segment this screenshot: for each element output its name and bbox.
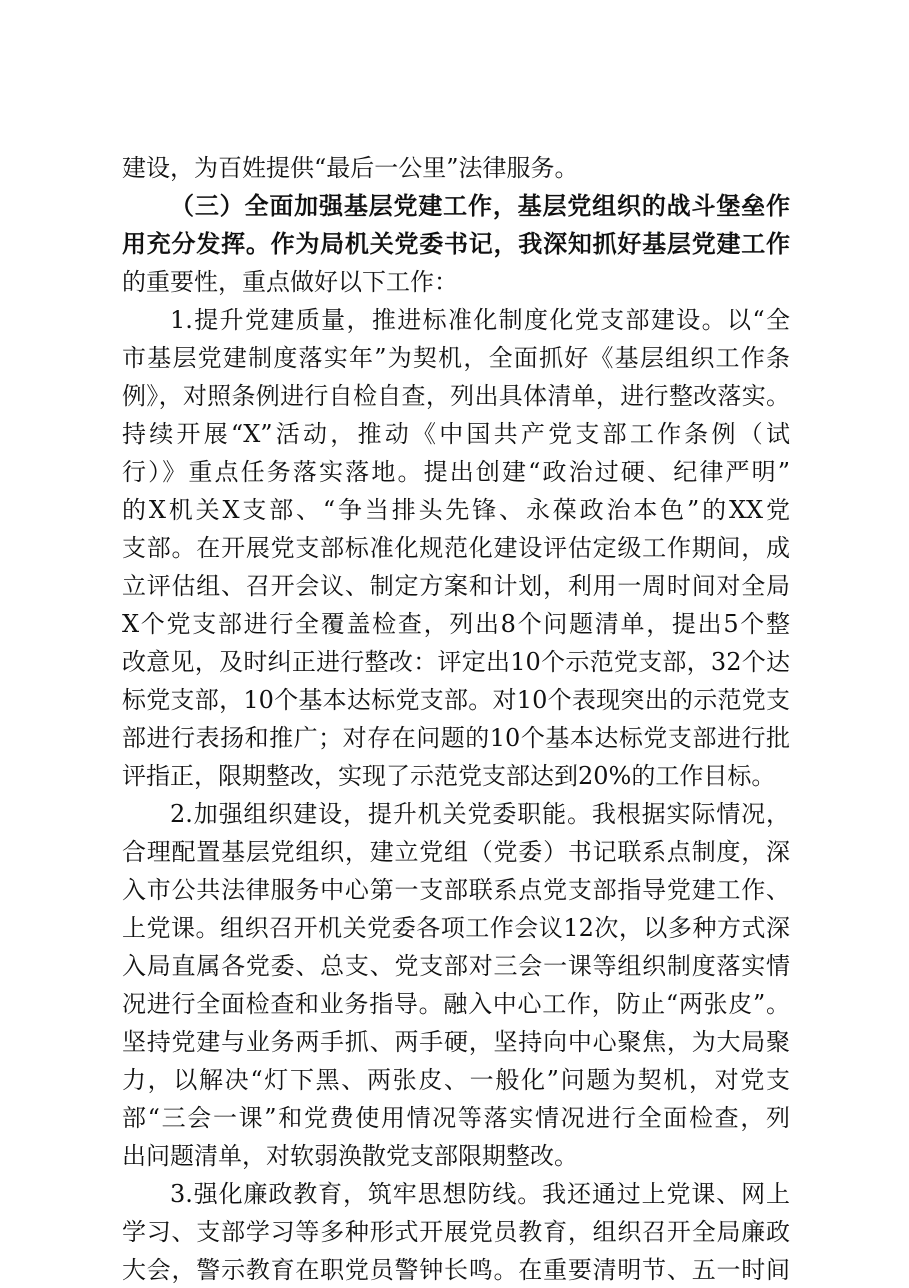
text-line: 入局直属各党委、总支、党支部对三会一课等组织制度落实情: [122, 952, 790, 980]
text-line: 持续开展“X”活动，推动《中国共产党支部工作条例（试: [122, 420, 790, 448]
text-line: 学习、支部学习等多种形式开展党员教育，组织召开全局廉政: [122, 1218, 790, 1246]
text-line: 建设，为百姓提供“最后一公里”法律服务。: [122, 154, 579, 182]
text-line: 例》，对照条例进行自检自查，列出具体清单，进行整改落实。: [122, 382, 790, 410]
text-line: 入市公共法律服务中心第一支部联系点党支部指导党建工作、: [122, 876, 790, 904]
text-line: 上党课。组织召开机关党委各项工作会议12次，以多种方式深: [122, 914, 790, 942]
text-line: 行）》重点任务落实落地。提出创建“政治过硬、纪律严明”: [122, 458, 790, 486]
text-line: 部进行表扬和推广；对存在问题的10个基本达标党支部进行批: [122, 724, 790, 752]
text-line: 部“三会一课”和党费使用情况等落实情况进行全面检查，列: [122, 1104, 790, 1132]
text-line: 3.强化廉政教育，筑牢思想防线。我还通过上党课、网上: [170, 1180, 790, 1208]
text-line: 力，以解决“灯下黑、两张皮、一般化”问题为契机，对党支: [122, 1066, 790, 1094]
section-heading-line: 用充分发挥。作为局机关党委书记，我深知抓好基层党建工作: [122, 229, 790, 258]
text-line: 立评估组、召开会议、制定方案和计划，利用一周时间对全局: [122, 572, 790, 600]
text-line: 支部。在开展党支部标准化规范化建设评估定级工作期间，成: [122, 534, 790, 562]
text-line: 市基层党建制度落实年”为契机，全面抓好《基层组织工作条: [122, 344, 790, 372]
text-line: 合理配置基层党组织，建立党组（党委）书记联系点制度，深: [122, 838, 790, 866]
text-line: X个党支部进行全覆盖检查，列出8个问题清单，提出5个整: [122, 610, 790, 638]
text-line: 2.加强组织建设，提升机关党委职能。我根据实际情况，: [170, 800, 790, 828]
text-line: 的X机关X支部、“争当排头先锋、永葆政治本色”的XX党: [122, 496, 790, 524]
text-line: 改意见，及时纠正进行整改：评定出10个示范党支部，32个达: [122, 648, 790, 676]
text-line: 况进行全面检查和业务指导。融入中心工作，防止“两张皮”。: [122, 990, 790, 1018]
text-line: 1.提升党建质量，推进标准化制度化党支部建设。以“全: [170, 306, 790, 334]
section-heading-line: （三）全面加强基层党建工作，基层党组织的战斗堡垒作: [170, 191, 790, 220]
text-line: 坚持党建与业务两手抓、两手硬，坚持向中心聚焦，为大局聚: [122, 1028, 790, 1056]
text-line: 标党支部，10个基本达标党支部。对10个表现突出的示范党支: [122, 686, 790, 714]
text-line: 评指正，限期整改，实现了示范党支部达到20%的工作目标。: [122, 762, 776, 790]
text-line: 的重要性，重点做好以下工作：: [122, 268, 458, 296]
text-line: 大会，警示教育在职党员警钟长鸣。在重要清明节、五一时间: [122, 1256, 790, 1284]
text-line: 出问题清单，对软弱涣散党支部限期整改。: [122, 1142, 578, 1170]
